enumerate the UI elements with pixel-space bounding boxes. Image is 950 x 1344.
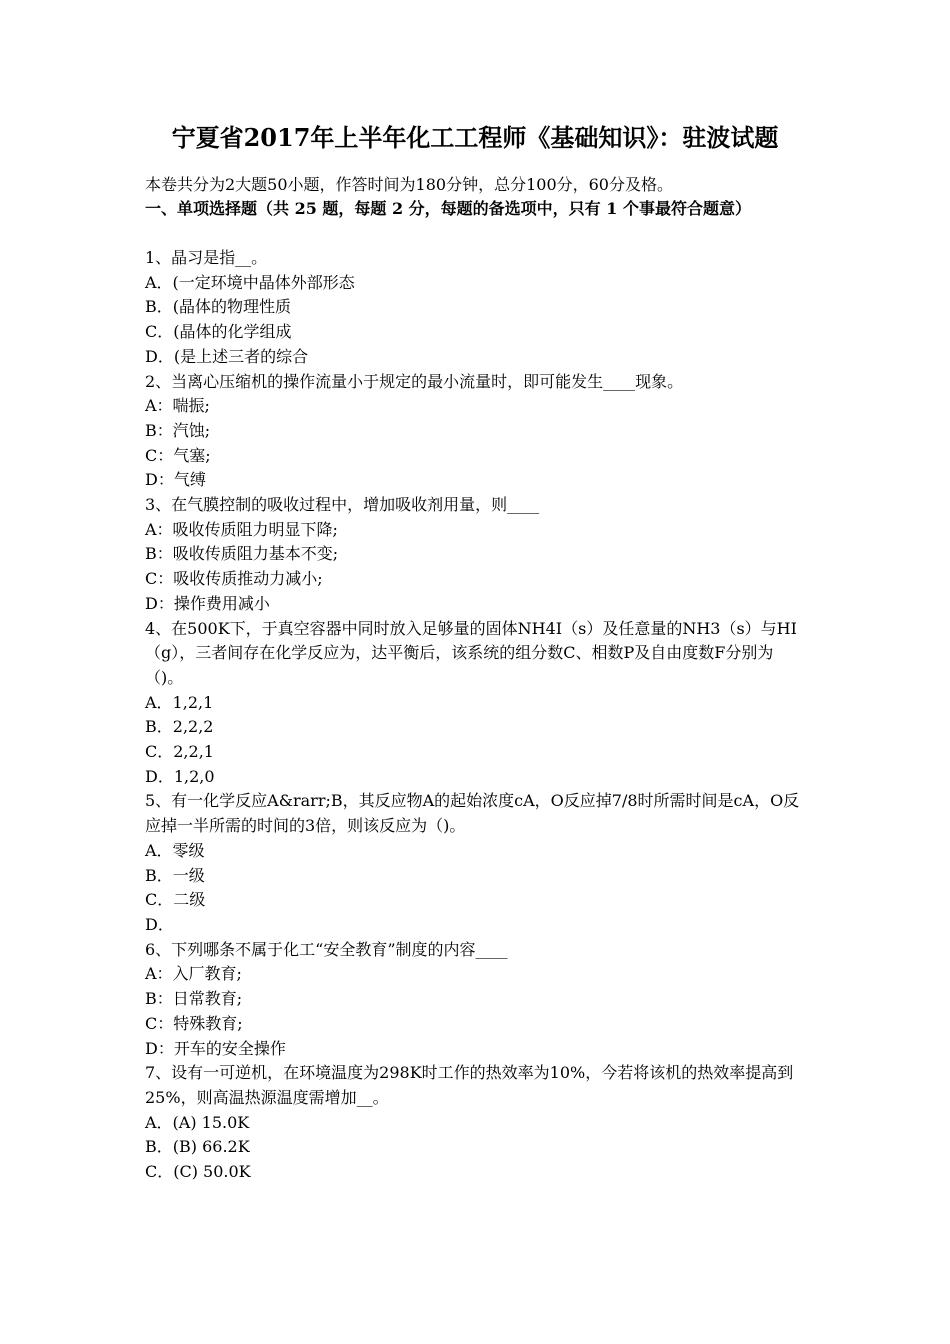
answer-option: C．2,2,1: [145, 742, 214, 762]
answer-option: D：开车的安全操作: [145, 1038, 286, 1058]
question-stem: 1、晶习是指__。: [145, 248, 268, 267]
question-stem: 5、有一化学反应A&rarr;B，其反应物A的起始浓度cA，O反应掉7/8时所需时间是cA，O反应掉一半所需的时间的3倍，则该反应为（)。: [145, 791, 800, 836]
answer-option: C．(C) 50.0K: [145, 1162, 251, 1182]
question-1: [145, 246, 810, 370]
answer-option: A：喘振;: [145, 396, 210, 416]
answer-option: D．1,2,0: [145, 766, 215, 786]
answer-option: C：特殊教育;: [145, 1013, 243, 1033]
document-title: 宁夏省2017年上半年化工工程师《基础知识》：驻波试题: [171, 123, 779, 152]
answer-option: B．2,2,2: [145, 717, 214, 737]
answer-option: B：汽蚀;: [145, 420, 211, 440]
question-5: [145, 789, 810, 937]
answer-option: A．零级: [145, 840, 205, 860]
question-4: [145, 617, 810, 790]
answer-option: D：操作费用减小: [145, 593, 270, 613]
answer-option: C：吸收传质推动力减小;: [145, 569, 323, 589]
question-3: [145, 493, 810, 617]
question-stem: 7、设有一可逆机，在环境温度为298K时工作的热效率为10%，今若将该机的热效率提高到25%，则高温热源温度需增加__。: [145, 1063, 794, 1107]
answer-option: D：气缚: [145, 470, 206, 490]
answer-option: B．(晶体的物理性质: [145, 297, 292, 317]
answer-option: A．(A) 15.0K: [145, 1112, 250, 1132]
section-heading: 一、单项选择题（共 25 题，每题 2 分，每题的备选项中，只有 1 个事最符合题意）: [145, 199, 751, 218]
exam-instructions: 本卷共分为2大题50小题，作答时间为180分钟，总分100分，60分及格。: [145, 175, 673, 194]
answer-option: B：日常教育;: [145, 989, 243, 1009]
question-stem: 6、下列哪条不属于化工“安全教育”制度的内容____: [145, 939, 508, 959]
answer-option: A．(一定环境中晶体外部形态: [145, 272, 355, 292]
answer-option: C：气塞;: [145, 445, 211, 465]
answer-option: C．(晶体的化学组成: [145, 322, 292, 342]
answer-option: A：入厂教育;: [145, 964, 242, 984]
answer-option: D．: [145, 914, 174, 934]
question-2: [145, 370, 810, 494]
answer-option: D．(是上述三者的综合: [145, 346, 309, 366]
answer-option: B．一级: [145, 865, 205, 885]
question-6: [145, 938, 810, 1062]
answer-option: C．二级: [145, 890, 206, 910]
answer-option: A：吸收传质阻力明显下降;: [145, 519, 338, 539]
question-list: [145, 246, 810, 1185]
answer-option: A．1,2,1: [145, 692, 214, 712]
question-stem: 4、在500K下，于真空容器中同时放入足够量的固体NH4I（s）及任意量的NH3（s）与HI（g），三者间存在化学反应为，达平衡后，该系统的组分数C、相数P及自由度数F分别为（)。: [145, 618, 797, 687]
question-stem: 3、在气膜控制的吸收过程中，增加吸收剂用量，则____: [145, 495, 540, 515]
question-7: [145, 1061, 810, 1185]
answer-option: B．(B) 66.2K: [145, 1137, 250, 1157]
question-stem: 2、当离心压缩机的操作流量小于规定的最小流量时，即可能发生____现象。: [145, 371, 684, 391]
answer-option: B：吸收传质阻力基本不变;: [145, 544, 339, 564]
